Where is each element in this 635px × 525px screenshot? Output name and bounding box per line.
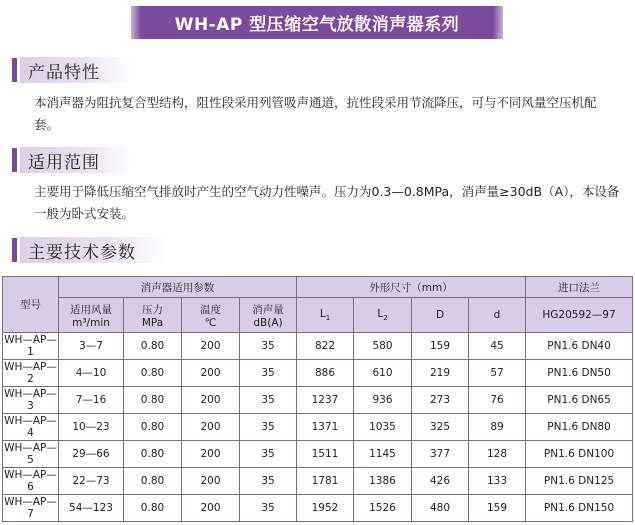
- cell-L1: 1511: [297, 441, 354, 468]
- table-row: [3, 333, 633, 360]
- col-header-flange-std: HG20592—97: [526, 298, 633, 333]
- cell-D: 219: [412, 360, 469, 387]
- cell-temperature: 200: [182, 414, 240, 441]
- cell-temperature: 200: [182, 468, 240, 495]
- table-row: [3, 495, 633, 522]
- cell-d: 57: [469, 360, 526, 387]
- cell-temperature: 200: [182, 441, 240, 468]
- scope-text: [0, 181, 635, 225]
- cell-airflow: 7—16: [59, 387, 124, 414]
- cell-flange: PN1.6 DN40: [526, 333, 633, 360]
- col-header-temperature: 温度 ℃: [182, 298, 240, 333]
- cell-temperature: 200: [182, 333, 240, 360]
- section-heading-features: [12, 56, 132, 84]
- cell-d: 159: [469, 495, 526, 522]
- cell-D: 480: [412, 495, 469, 522]
- col-header-L2: $L_2$: [354, 298, 412, 333]
- table-row: [3, 360, 633, 387]
- cell-D: 325: [412, 414, 469, 441]
- cell-pressure: 0.80: [124, 441, 182, 468]
- cell-d: 89: [469, 414, 526, 441]
- cell-L1: 1781: [297, 468, 354, 495]
- cell-pressure: 0.80: [124, 468, 182, 495]
- scope-text-content: 主要用于降低压缩空气排放时产生的空气动力性噪声。压力为0.3—0.8MPa，消声量≥30dB（A），本设备一般为卧式安装。: [34, 184, 620, 221]
- section-title-features: 产品特性: [28, 62, 100, 83]
- col-group-params: 消声器适用参数: [59, 277, 297, 298]
- cell-temperature: 200: [182, 495, 240, 522]
- cell-temperature: 200: [182, 360, 240, 387]
- cell-D: 159: [412, 333, 469, 360]
- cell-D: 273: [412, 387, 469, 414]
- cell-flange: PN1.6 DN100: [526, 441, 633, 468]
- cell-model: WH—AP—6: [4, 469, 57, 493]
- cell-D: 377: [412, 441, 469, 468]
- cell-L1: 886: [297, 360, 354, 387]
- col-header-d: d: [469, 298, 526, 333]
- cell-pressure: 0.80: [124, 333, 182, 360]
- section-marker: [12, 238, 17, 262]
- cell-silencing: 35: [240, 468, 297, 495]
- features-text: 本消声器为阻抗复合型结构，阻性段采用列管吸声通道，抗性段采用节流降压，可与不同风量空压机配套。: [34, 95, 597, 132]
- cell-pressure: 0.80: [124, 387, 182, 414]
- cell-silencing: 35: [240, 495, 297, 522]
- cell-d: 133: [469, 468, 526, 495]
- cell-model: WH—AP—2: [4, 361, 57, 385]
- cell-d: 45: [469, 333, 526, 360]
- col-header-model: 型号: [3, 277, 59, 333]
- cell-L1: 822: [297, 333, 354, 360]
- cell-model: WH—AP—7: [4, 496, 57, 520]
- cell-L2: 580: [354, 333, 412, 360]
- cell-airflow: 29—66: [59, 441, 124, 468]
- col-header-silencing: 消声量 dB(A): [240, 298, 297, 333]
- table-row: [3, 387, 633, 414]
- cell-L1: 1952: [297, 495, 354, 522]
- cell-airflow: 10—23: [59, 414, 124, 441]
- cell-model: WH—AP—5: [4, 442, 57, 466]
- page-title-banner: [141, 6, 493, 39]
- cell-flange: PN1.6 DN50: [526, 360, 633, 387]
- cell-airflow: 54—123: [59, 495, 124, 522]
- cell-d: 128: [469, 441, 526, 468]
- section-marker: [12, 148, 17, 172]
- col-group-dims: 外形尺寸（mm）: [297, 277, 526, 298]
- table-row: [3, 414, 633, 441]
- cell-silencing: 35: [240, 441, 297, 468]
- cell-L2: 610: [354, 360, 412, 387]
- page-title: WH-AP 型压缩空气放散消声器系列: [174, 15, 460, 35]
- cell-silencing: 35: [240, 414, 297, 441]
- col-header-L1: $L_1$: [297, 298, 354, 333]
- cell-L2: 936: [354, 387, 412, 414]
- cell-L2: 1526: [354, 495, 412, 522]
- col-header-D: D: [412, 298, 469, 333]
- cell-D: 426: [412, 468, 469, 495]
- cell-temperature: 200: [182, 387, 240, 414]
- section-marker: [12, 58, 17, 82]
- cell-silencing: 35: [240, 360, 297, 387]
- cell-flange: PN1.6 DN125: [526, 468, 633, 495]
- cell-L1: 1371: [297, 414, 354, 441]
- cell-flange: PN1.6 DN150: [526, 495, 633, 522]
- col-group-flange: 进口法兰: [526, 277, 633, 298]
- cell-pressure: 0.80: [124, 360, 182, 387]
- cell-L2: 1035: [354, 414, 412, 441]
- cell-L1: 1237: [297, 387, 354, 414]
- section-heading-scope: [12, 146, 132, 174]
- spec-table: [2, 276, 633, 522]
- cell-L2: 1145: [354, 441, 412, 468]
- section-title-params: 主要技术参数: [28, 242, 136, 263]
- col-header-pressure: 压力 MPa: [124, 298, 182, 333]
- cell-model: WH—AP—1: [4, 334, 57, 358]
- cell-model: WH—AP—3: [4, 388, 57, 412]
- section-title-scope: 适用范围: [28, 152, 100, 173]
- table-row: [3, 468, 633, 495]
- cell-airflow: 3—7: [59, 333, 124, 360]
- section-heading-params: [12, 236, 168, 264]
- cell-airflow: 22—73: [59, 468, 124, 495]
- cell-pressure: 0.80: [124, 414, 182, 441]
- table-row: [3, 441, 633, 468]
- cell-silencing: 35: [240, 333, 297, 360]
- cell-flange: PN1.6 DN65: [526, 387, 633, 414]
- cell-flange: PN1.6 DN80: [526, 414, 633, 441]
- cell-model: WH—AP—4: [4, 415, 57, 439]
- cell-airflow: 4—10: [59, 360, 124, 387]
- cell-d: 76: [469, 387, 526, 414]
- cell-L2: 1386: [354, 468, 412, 495]
- cell-silencing: 35: [240, 387, 297, 414]
- cell-pressure: 0.80: [124, 495, 182, 522]
- col-header-airflow: 适用风量 m³/min: [59, 298, 124, 333]
